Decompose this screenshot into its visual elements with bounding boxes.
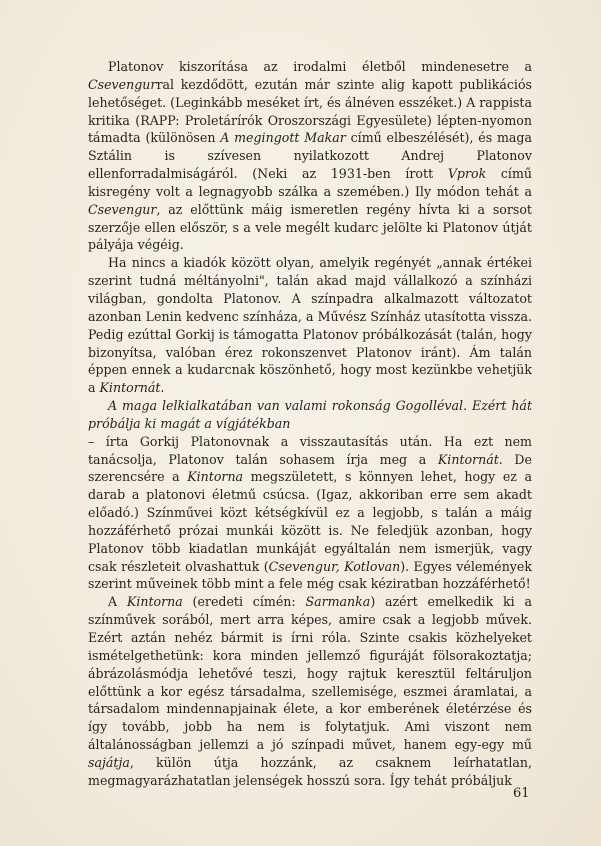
text-run: című elbeszélését), és maga Sztálin is szívesen nyilatkozott Andrej Platonov ellenforradalmiságáról. (Neki az 1931-ben írott xyxy=(88,130,532,182)
italic-text: Kintornát xyxy=(99,380,161,396)
italic-text: Vprok xyxy=(447,166,487,182)
paragraph xyxy=(88,254,532,397)
italic-text: Csevengur, Kotlovan xyxy=(268,558,401,574)
paragraph xyxy=(88,593,532,789)
paragraph xyxy=(88,58,532,254)
italic-text: Kintorna xyxy=(187,469,244,485)
text-run: , külön útja hozzánk, az csaknem leírhatatlan, megmagyarázhatatlan jelenségek hosszú sora. Így tehát próbáljuk xyxy=(88,754,532,788)
italic-text: A maga lelkialkatában van valami rokonság Gogolléval. Ezért hát próbálja ki magát a vígjátékban xyxy=(88,398,532,431)
italic-text: sajátja xyxy=(88,754,130,770)
quotation xyxy=(88,397,532,433)
text-run: című kisregény volt a legnagyobb szálka a szemében.) Ily módon tehát a xyxy=(88,166,533,199)
text-run: Ha nincs a kiadók között olyan, amelyik regényét „annak értékei szerint tudná méltányolni", talán akad majd vállalkozó a színházi világban, gondolta Platonov. A színpadra alkalmazott változatot azonban Lenin kedvenc színháza, a Művész Színház utasította vissza. Pedig ezúttal Gorkij is támogatta Platonov próbálkozását (talán, hogy bizonyítsa, valóban érez rokonszenvet Platonov iránt). Ám talán éppen ennek a kudarcnak köszönhető, hogy most kezünkbe vehetjük a xyxy=(88,255,532,396)
text-run: Platonov kiszorítása az irodalmi életből mindenesetre a xyxy=(108,59,532,74)
italic-text: Kintorna xyxy=(126,594,183,610)
italic-text: Csevengur xyxy=(88,76,157,92)
italic-text: Sarmanka xyxy=(305,594,371,610)
text-run: (eredeti címén: xyxy=(182,594,306,610)
text-run: A xyxy=(108,594,127,610)
italic-text: Kintornát xyxy=(437,451,499,467)
text-run: megszületett, s könnyen lehet, hogy ez a darab a platonovi életmű csúcsa. (Igaz, akkoriban erre sem akadt előadó.) Színművei közt kétségkívül ez a legjobb, s talán a máig hozzáférhető prózai munkái között is. Ne feledjük azonban, hogy Platonov több kiadatlan munkáját egyáltalán nem ismerjük, vagy csak részleteit olvashattuk ( xyxy=(88,469,532,574)
text-run: , az előttünk máig ismeretlen regény hívta ki a sorsot szerzője ellen először, s a vele megélt kudarc jelölte ki Platonov útját pályája végéig. xyxy=(88,201,532,253)
text-run: – írta Gorkij Platonovnak a visszautasítás után. Ha ezt nem tanácsolja, Platonov talán sohasem írja meg a xyxy=(88,433,532,467)
text-run: ral kezdődött, ezután már szinte alig kapott publikációs lehetőséget. (Leginkább meséket írt, és álnéven esszéket.) A rappista kritika (RAPP: Proletárírók Oroszországi Egyesülete) lépten-nyomon támadta (különösen xyxy=(88,76,532,146)
text-run: ). Egyes vélemények szerint műveinek több mint a fele még csak kéziratban hozzáférhető! xyxy=(88,558,532,592)
italic-text: A megingott Makar xyxy=(220,130,346,146)
italic-text: Csevengur xyxy=(88,201,157,217)
page-number: 61 xyxy=(513,786,530,801)
body-text xyxy=(88,58,532,790)
text-run: . xyxy=(160,380,165,396)
text-run: ) azért emelkedik ki a színművek sorából, mert arra képes, amire csak a legjobb művek. Ezért aztán nehéz bármit is írni róla. Szinte csakis közhelyeket ismételgethetünk: kora minden jellemző figuráját fölsorakoztatja; ábrázolásmódja lehetővé teszi, hogy rajtuk keresztül feltáruljon előttünk a kor egész társadalma, szellemisége, eszmei áramlatai, a társadalom mindennapjainak élete, a kor emberének életérzése és így tovább, jobb ha nem is folytatjuk. Ami viszont nem általánosságban jellemzi a jó színpadi művet, hanem egy-egy mű xyxy=(88,594,532,753)
text-run: . De szerencsére a xyxy=(88,451,532,485)
paragraph xyxy=(88,433,532,594)
